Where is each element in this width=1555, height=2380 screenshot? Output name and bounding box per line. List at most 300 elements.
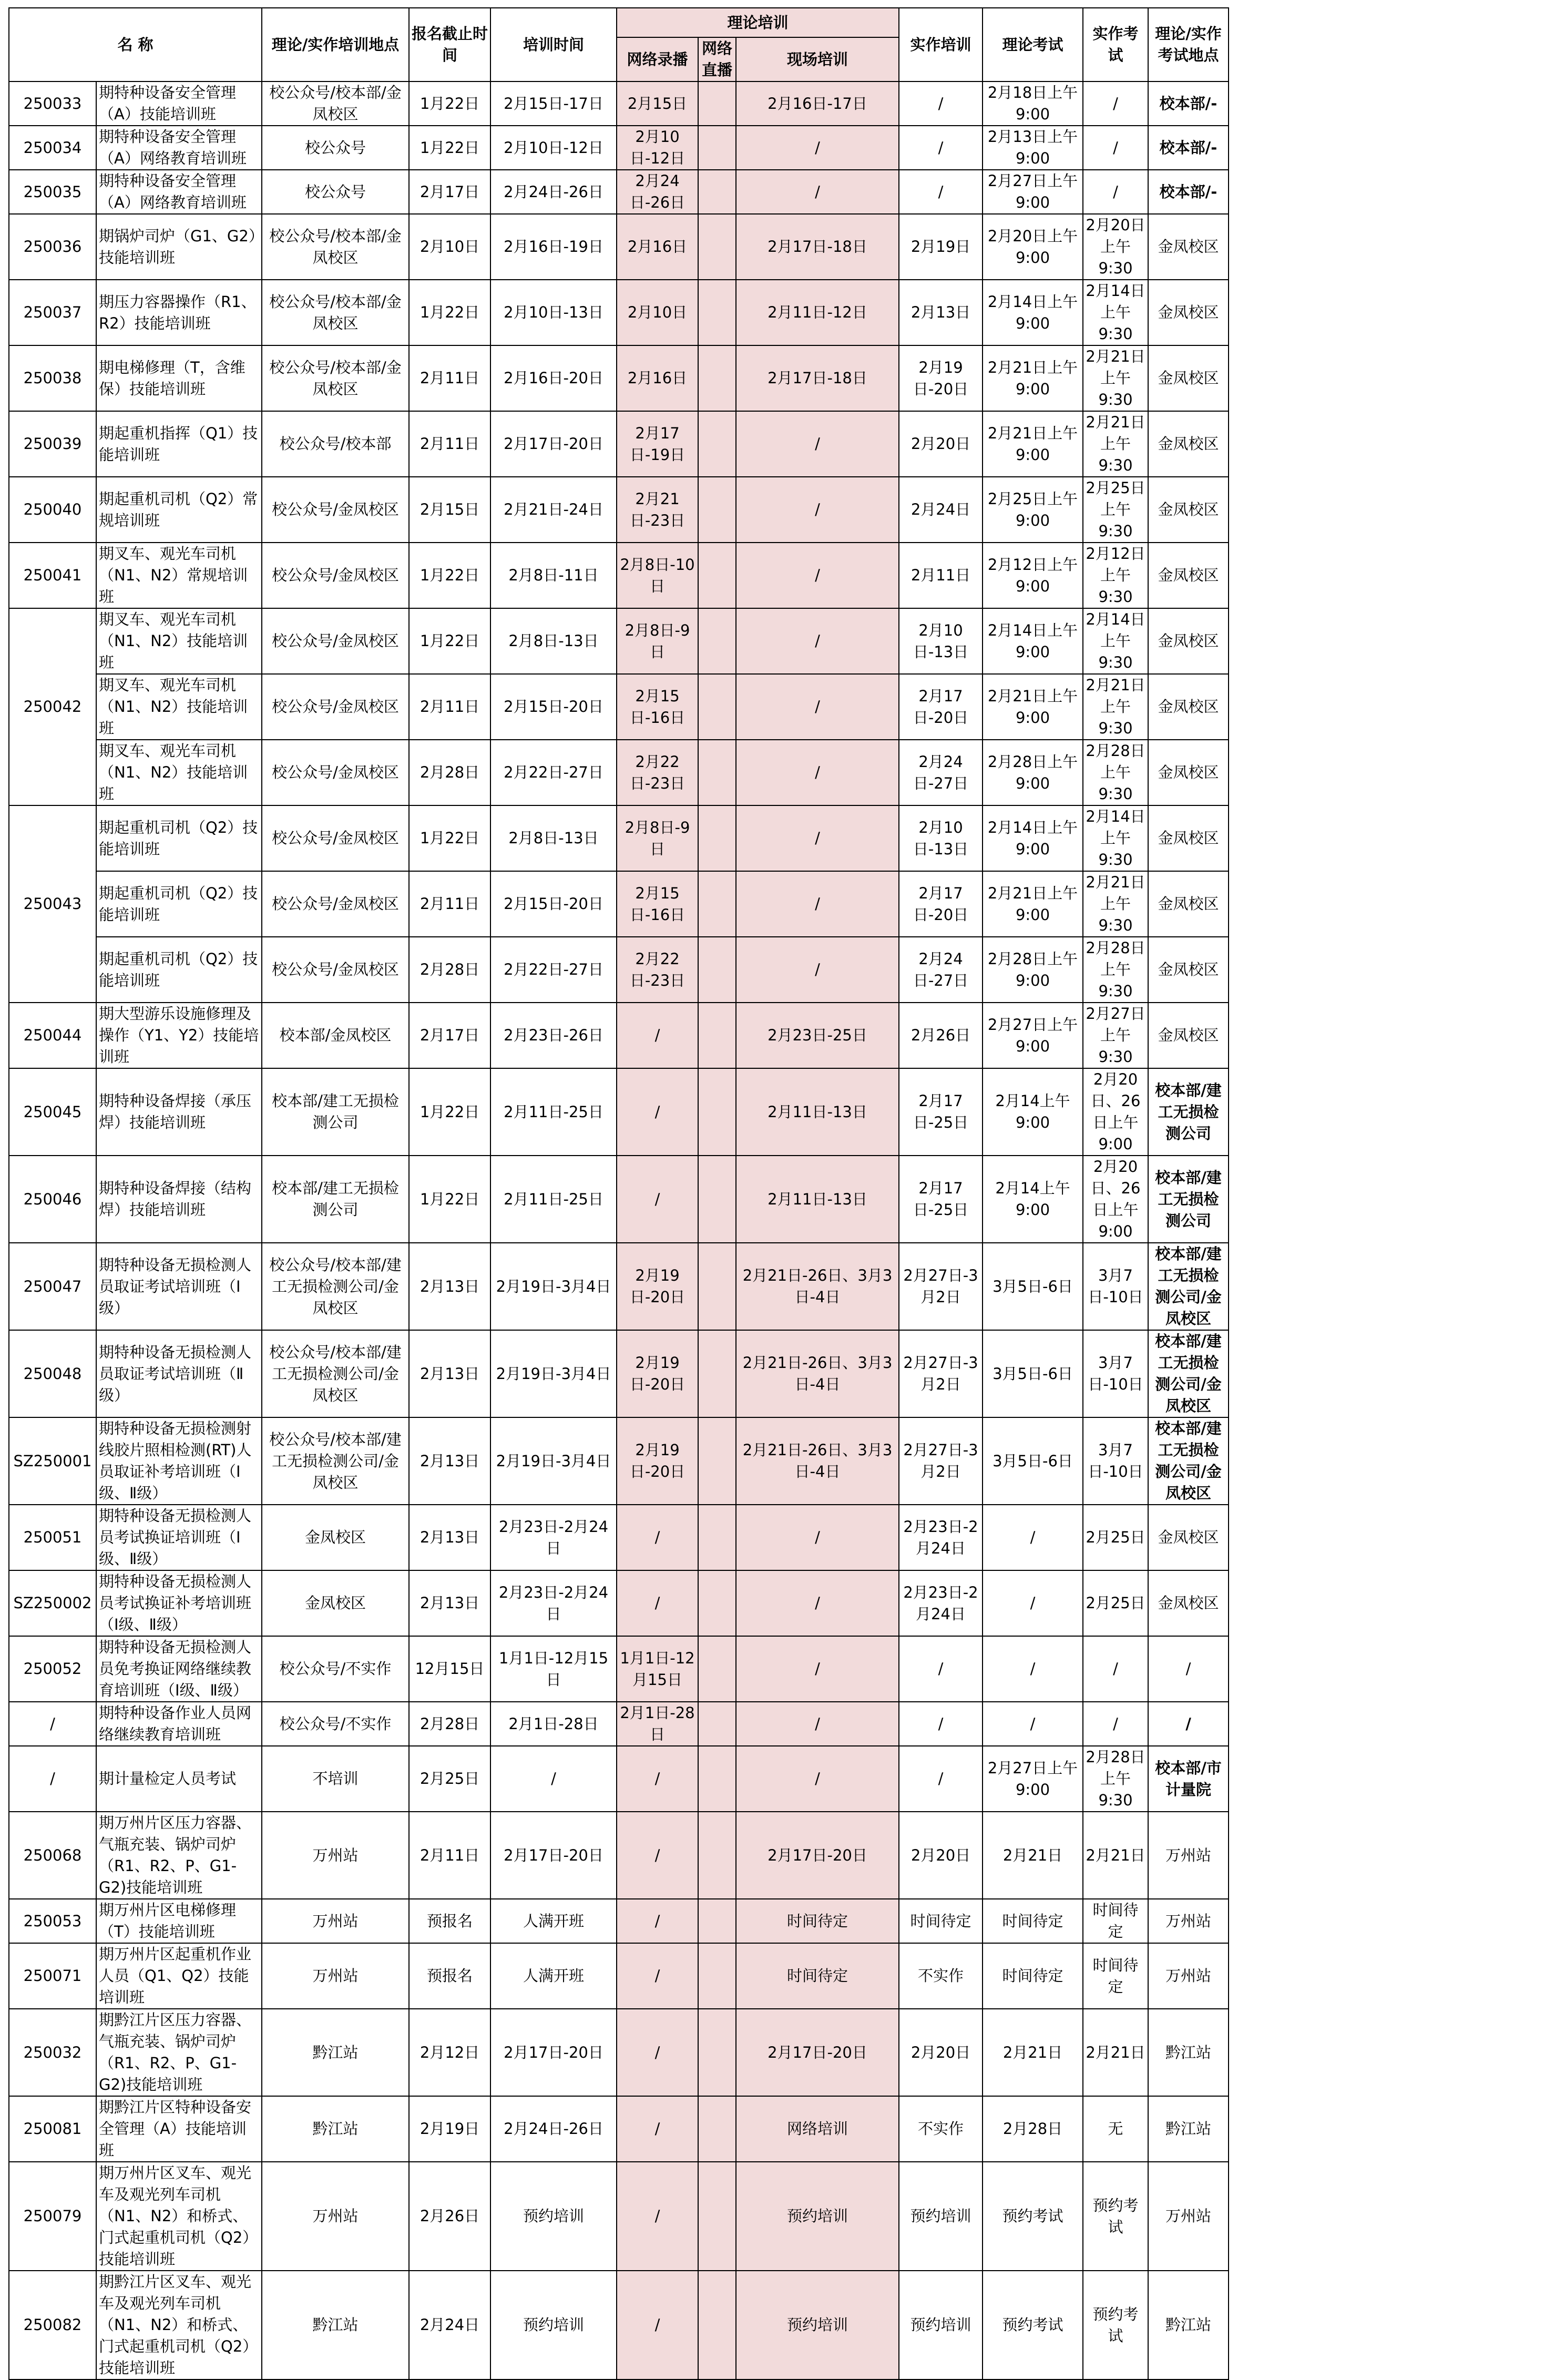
header-theory-exam: 理论考试 <box>983 8 1083 81</box>
cell-practice-exam: 时间待定 <box>1083 1943 1148 2009</box>
cell-onsite: / <box>736 1505 899 1570</box>
cell-online-record: / <box>617 1899 698 1943</box>
cell-online-record: 2月10日-12日 <box>617 126 698 170</box>
cell-location: 万州站 <box>262 1812 409 1899</box>
cell-practice-exam: / <box>1083 126 1148 170</box>
cell-practice-exam: 2月25日上午9:30 <box>1083 477 1148 543</box>
cell-deadline: 2月11日 <box>409 871 490 937</box>
cell-practice: / <box>899 170 983 214</box>
cell-exam-location: 金凤校区 <box>1148 674 1229 740</box>
cell-theory-exam: 2月21日 <box>983 1812 1083 1899</box>
cell-train-time: / <box>490 1746 617 1812</box>
cell-onsite: / <box>736 170 899 214</box>
cell-theory-exam: 2月21日上午9:00 <box>983 674 1083 740</box>
cell-location: 校本部/建工无损检测公司 <box>262 1156 409 1243</box>
cell-train-time: 2月17日-20日 <box>490 1812 617 1899</box>
cell-location: 校公众号/校本部/建工无损检测公司/金凤校区 <box>262 1330 409 1417</box>
cell-train-time: 2月16日-20日 <box>490 345 617 411</box>
cell-online-record: 2月15日-16日 <box>617 674 698 740</box>
cell-code: 250081 <box>9 2096 96 2162</box>
cell-theory-exam: 3月5日-6日 <box>983 1243 1083 1330</box>
cell-exam-location: 校本部/建工无损检测公司/金凤校区 <box>1148 1417 1229 1505</box>
cell-practice: 2月24日-27日 <box>899 937 983 1003</box>
cell-name: 期计量检定人员考试 <box>96 1746 262 1812</box>
cell-deadline: 2月25日 <box>409 1746 490 1812</box>
cell-theory-exam: 2月14上午9:00 <box>983 1068 1083 1156</box>
cell-exam-location: 金凤校区 <box>1148 1003 1229 1068</box>
cell-location: 校公众号/金凤校区 <box>262 740 409 805</box>
cell-onsite: / <box>736 608 899 674</box>
cell-name: 期起重机指挥（Q1）技能培训班 <box>96 411 262 477</box>
cell-practice: 预约培训 <box>899 2271 983 2379</box>
cell-online-live <box>698 1812 736 1899</box>
table-row <box>9 1702 1229 1746</box>
cell-code: 250047 <box>9 1243 96 1330</box>
table-row <box>9 1417 1229 1505</box>
cell-location: 校本部/金凤校区 <box>262 1003 409 1068</box>
cell-online-live <box>698 543 736 608</box>
header-location: 理论/实作培训地点 <box>262 8 409 81</box>
cell-online-record: 2月19日-20日 <box>617 1417 698 1505</box>
cell-location: 校公众号/金凤校区 <box>262 674 409 740</box>
cell-deadline: 1月22日 <box>409 81 490 126</box>
cell-theory-exam: 2月21日 <box>983 2009 1083 2096</box>
cell-deadline: 2月26日 <box>409 2162 490 2271</box>
cell-practice: 2月23日-2月24日 <box>899 1570 983 1636</box>
cell-practice: 2月10日-13日 <box>899 608 983 674</box>
cell-exam-location: 校本部/- <box>1148 81 1229 126</box>
cell-name: 期特种设备无损检测人员免考换证网络继续教育培训班（Ⅰ级、Ⅱ级） <box>96 1636 262 1702</box>
cell-train-time: 人满开班 <box>490 1943 617 2009</box>
cell-deadline: 2月28日 <box>409 937 490 1003</box>
cell-location: 万州站 <box>262 1943 409 2009</box>
cell-train-time: 预约培训 <box>490 2162 617 2271</box>
cell-deadline: 2月19日 <box>409 2096 490 2162</box>
cell-theory-exam: 2月21日上午9:00 <box>983 345 1083 411</box>
cell-onsite: 预约培训 <box>736 2271 899 2379</box>
table-row <box>9 543 1229 608</box>
cell-practice: 2月20日 <box>899 2009 983 2096</box>
cell-online-record: / <box>617 1570 698 1636</box>
cell-online-live <box>698 608 736 674</box>
cell-theory-exam: 2月21日上午9:00 <box>983 411 1083 477</box>
cell-code: 250032 <box>9 2009 96 2096</box>
cell-exam-location: 金凤校区 <box>1148 477 1229 543</box>
cell-train-time: 2月19日-3月4日 <box>490 1417 617 1505</box>
cell-practice: 2月24日-27日 <box>899 740 983 805</box>
cell-code: 250041 <box>9 543 96 608</box>
cell-practice: / <box>899 1702 983 1746</box>
cell-online-record: 2月17日-19日 <box>617 411 698 477</box>
cell-onsite: 2月23日-25日 <box>736 1003 899 1068</box>
cell-deadline: 1月22日 <box>409 126 490 170</box>
cell-exam-location: 金凤校区 <box>1148 740 1229 805</box>
cell-onsite: / <box>736 126 899 170</box>
cell-practice: 2月10日-13日 <box>899 805 983 871</box>
cell-practice: 时间待定 <box>899 1899 983 1943</box>
cell-train-time: 2月19日-3月4日 <box>490 1243 617 1330</box>
cell-onsite: / <box>736 543 899 608</box>
header-name: 名 称 <box>9 8 262 81</box>
cell-train-time: 2月11日-25日 <box>490 1068 617 1156</box>
cell-location: 黔江站 <box>262 2271 409 2379</box>
cell-train-time: 2月8日-13日 <box>490 805 617 871</box>
cell-code: 250071 <box>9 1943 96 2009</box>
cell-exam-location: 金凤校区 <box>1148 1505 1229 1570</box>
cell-exam-location: 金凤校区 <box>1148 805 1229 871</box>
cell-exam-location: / <box>1148 1636 1229 1702</box>
cell-location: 校公众号/金凤校区 <box>262 937 409 1003</box>
table-row <box>9 1943 1229 2009</box>
cell-practice: / <box>899 126 983 170</box>
cell-online-record: / <box>617 2096 698 2162</box>
cell-name: 期叉车、观光车司机（N1、N2）技能培训班 <box>96 608 262 674</box>
cell-online-live <box>698 1746 736 1812</box>
table-row <box>9 1003 1229 1068</box>
cell-train-time: 2月15日-20日 <box>490 674 617 740</box>
cell-location: 校公众号 <box>262 170 409 214</box>
cell-location: 万州站 <box>262 2162 409 2271</box>
cell-location: 校公众号/金凤校区 <box>262 871 409 937</box>
cell-train-time: 2月17日-20日 <box>490 411 617 477</box>
table-row <box>9 937 1229 1003</box>
table-row <box>9 477 1229 543</box>
cell-deadline: 2月11日 <box>409 1812 490 1899</box>
cell-theory-exam: 3月5日-6日 <box>983 1417 1083 1505</box>
cell-location: 校公众号/校本部/金凤校区 <box>262 345 409 411</box>
cell-code: 250079 <box>9 2162 96 2271</box>
cell-practice-exam: / <box>1083 170 1148 214</box>
cell-location: 金凤校区 <box>262 1505 409 1570</box>
cell-code: 250068 <box>9 1812 96 1899</box>
cell-theory-exam: 2月21日上午9:00 <box>983 871 1083 937</box>
cell-online-record: 1月1日-12月15日 <box>617 1636 698 1702</box>
cell-name: 期起重机司机（Q2）技能培训班 <box>96 937 262 1003</box>
cell-onsite: 预约培训 <box>736 2162 899 2271</box>
cell-practice-exam: 2月14日上午9:30 <box>1083 280 1148 345</box>
cell-exam-location: 金凤校区 <box>1148 608 1229 674</box>
cell-exam-location: 金凤校区 <box>1148 937 1229 1003</box>
cell-deadline: 2月28日 <box>409 740 490 805</box>
cell-onsite: / <box>736 1746 899 1812</box>
header-online-live: 网络直播 <box>698 37 736 81</box>
cell-onsite: / <box>736 937 899 1003</box>
cell-name: 期大型游乐设施修理及操作（Y1、Y2）技能培训班 <box>96 1003 262 1068</box>
cell-online-live <box>698 2009 736 2096</box>
cell-location: 校公众号/校本部/建工无损检测公司/金凤校区 <box>262 1417 409 1505</box>
cell-practice-exam: 时间待定 <box>1083 1899 1148 1943</box>
cell-code: 250034 <box>9 126 96 170</box>
cell-exam-location: 校本部/- <box>1148 170 1229 214</box>
cell-theory-exam: 3月5日-6日 <box>983 1330 1083 1417</box>
cell-location: 黔江站 <box>262 2096 409 2162</box>
cell-train-time: 2月10日-13日 <box>490 280 617 345</box>
cell-online-record: 2月21日-23日 <box>617 477 698 543</box>
cell-online-live <box>698 1570 736 1636</box>
cell-online-live <box>698 1417 736 1505</box>
cell-name: 期特种设备安全管理（A）网络教育培训班 <box>96 126 262 170</box>
table-row <box>9 126 1229 170</box>
cell-exam-location: 金凤校区 <box>1148 411 1229 477</box>
cell-theory-exam: 2月27日上午9:00 <box>983 1003 1083 1068</box>
cell-practice-exam: 无 <box>1083 2096 1148 2162</box>
cell-exam-location: 黔江站 <box>1148 2009 1229 2096</box>
table-row <box>9 1505 1229 1570</box>
cell-code: SZ250002 <box>9 1570 96 1636</box>
cell-name: 期黔江片区特种设备安全管理（A）技能培训班 <box>96 2096 262 2162</box>
cell-code: 250053 <box>9 1899 96 1943</box>
cell-train-time: 2月8日-11日 <box>490 543 617 608</box>
cell-deadline: 12月15日 <box>409 1636 490 1702</box>
table-row <box>9 1636 1229 1702</box>
cell-practice-exam: 预约考试 <box>1083 2162 1148 2271</box>
cell-location: 校公众号/校本部/金凤校区 <box>262 280 409 345</box>
cell-code: / <box>9 1702 96 1746</box>
cell-practice-exam: 2月14日上午9:30 <box>1083 805 1148 871</box>
cell-practice: 2月19日-20日 <box>899 345 983 411</box>
cell-online-record: 2月22日-23日 <box>617 937 698 1003</box>
cell-code: 250048 <box>9 1330 96 1417</box>
cell-name: 期叉车、观光车司机（N1、N2）技能培训班 <box>96 740 262 805</box>
cell-online-record: / <box>617 1746 698 1812</box>
cell-exam-location: / <box>1148 1702 1229 1746</box>
cell-practice: 2月20日 <box>899 1812 983 1899</box>
cell-online-live <box>698 1330 736 1417</box>
cell-practice-exam: 3月7日-10日 <box>1083 1417 1148 1505</box>
cell-online-record: 2月8日-9日 <box>617 805 698 871</box>
training-schedule-table <box>8 7 1229 2380</box>
cell-practice: 2月17日-20日 <box>899 871 983 937</box>
cell-onsite: 2月17日-18日 <box>736 345 899 411</box>
cell-location: 万州站 <box>262 1899 409 1943</box>
cell-location: 校公众号/校本部/金凤校区 <box>262 214 409 280</box>
cell-deadline: 预报名 <box>409 1943 490 2009</box>
cell-deadline: 1月22日 <box>409 280 490 345</box>
cell-location: 金凤校区 <box>262 1570 409 1636</box>
cell-location: 校公众号/校本部 <box>262 411 409 477</box>
cell-name: 期万州片区叉车、观光车及观光列车司机（N1、N2）和桥式、门式起重机司机（Q2）技能培训班 <box>96 2162 262 2271</box>
cell-name: 期电梯修理（T，含维保）技能培训班 <box>96 345 262 411</box>
cell-online-live <box>698 740 736 805</box>
cell-online-live <box>698 477 736 543</box>
cell-online-record: / <box>617 1812 698 1899</box>
cell-online-record: 2月16日 <box>617 345 698 411</box>
cell-online-live <box>698 81 736 126</box>
cell-online-live <box>698 2162 736 2271</box>
table-row <box>9 608 1229 674</box>
cell-name: 期万州片区电梯修理（T）技能培训班 <box>96 1899 262 1943</box>
table-row <box>9 280 1229 345</box>
cell-deadline: 2月13日 <box>409 1417 490 1505</box>
cell-practice-exam: 2月20日上午9:30 <box>1083 214 1148 280</box>
cell-online-live <box>698 2096 736 2162</box>
table-row <box>9 1899 1229 1943</box>
cell-onsite: 2月21日-26日、3月3日-4日 <box>736 1243 899 1330</box>
cell-name: 期特种设备作业人员网络继续教育培训班 <box>96 1702 262 1746</box>
cell-practice-exam: / <box>1083 1636 1148 1702</box>
cell-location: 校公众号/金凤校区 <box>262 608 409 674</box>
cell-exam-location: 校本部/建工无损检测公司 <box>1148 1156 1229 1243</box>
cell-theory-exam: 2月14上午9:00 <box>983 1156 1083 1243</box>
header-train-time: 培训时间 <box>490 8 617 81</box>
cell-theory-exam: 2月14日上午9:00 <box>983 805 1083 871</box>
cell-practice-exam: 3月7日-10日 <box>1083 1243 1148 1330</box>
cell-deadline: 1月22日 <box>409 805 490 871</box>
cell-practice: / <box>899 1746 983 1812</box>
cell-online-record: / <box>617 1156 698 1243</box>
cell-online-live <box>698 214 736 280</box>
table-row <box>9 1570 1229 1636</box>
cell-online-live <box>698 1505 736 1570</box>
cell-practice-exam: 2月12日上午9:30 <box>1083 543 1148 608</box>
cell-online-live <box>698 1003 736 1068</box>
cell-practice-exam: 2月21日上午9:30 <box>1083 345 1148 411</box>
cell-location: 校公众号/不实作 <box>262 1702 409 1746</box>
header-onsite: 现场培训 <box>736 37 899 81</box>
cell-location: 校公众号/不实作 <box>262 1636 409 1702</box>
cell-practice: 2月17日-25日 <box>899 1068 983 1156</box>
cell-name: 期起重机司机（Q2）技能培训班 <box>96 805 262 871</box>
cell-onsite: 2月16日-17日 <box>736 81 899 126</box>
cell-name: 期特种设备焊接（结构焊）技能培训班 <box>96 1156 262 1243</box>
cell-online-live <box>698 345 736 411</box>
cell-online-live <box>698 1636 736 1702</box>
cell-name: 期特种设备安全管理（A）技能培训班 <box>96 81 262 126</box>
cell-onsite: 2月17日-20日 <box>736 2009 899 2096</box>
table-row <box>9 411 1229 477</box>
cell-deadline: 2月11日 <box>409 674 490 740</box>
cell-practice: 2月17日-20日 <box>899 674 983 740</box>
cell-online-live <box>698 2271 736 2379</box>
cell-code: 250042 <box>9 608 96 805</box>
cell-online-record: / <box>617 1003 698 1068</box>
cell-name: 期起重机司机（Q2）技能培训班 <box>96 871 262 937</box>
cell-theory-exam: / <box>983 1636 1083 1702</box>
cell-code: / <box>9 1746 96 1812</box>
cell-name: 期特种设备无损检测人员考试换证补考培训班（Ⅰ级、Ⅱ级） <box>96 1570 262 1636</box>
cell-deadline: 预报名 <box>409 1899 490 1943</box>
cell-onsite: / <box>736 411 899 477</box>
cell-deadline: 2月10日 <box>409 214 490 280</box>
cell-deadline: 2月13日 <box>409 1243 490 1330</box>
cell-online-record: 2月19日-20日 <box>617 1243 698 1330</box>
cell-train-time: 2月16日-19日 <box>490 214 617 280</box>
cell-practice: / <box>899 81 983 126</box>
cell-online-record: / <box>617 1068 698 1156</box>
cell-train-time: 2月22日-27日 <box>490 937 617 1003</box>
cell-train-time: 2月15日-20日 <box>490 871 617 937</box>
cell-code: 250038 <box>9 345 96 411</box>
cell-location: 校公众号/金凤校区 <box>262 543 409 608</box>
cell-practice-exam: 2月28日上午9:30 <box>1083 740 1148 805</box>
cell-practice: 2月26日 <box>899 1003 983 1068</box>
cell-online-live <box>698 1156 736 1243</box>
cell-practice-exam: 2月28日上午9:30 <box>1083 937 1148 1003</box>
cell-train-time: 2月24日-26日 <box>490 170 617 214</box>
cell-practice-exam: 预约考试 <box>1083 2271 1148 2379</box>
cell-code: SZ250001 <box>9 1417 96 1505</box>
cell-name: 期黔江片区压力容器、气瓶充装、锅炉司炉（R1、R2、P、G1-G2)技能培训班 <box>96 2009 262 2096</box>
cell-onsite: / <box>736 1636 899 1702</box>
cell-theory-exam: 2月12日上午9:00 <box>983 543 1083 608</box>
cell-online-record: 2月15日 <box>617 81 698 126</box>
cell-onsite: / <box>736 740 899 805</box>
cell-theory-exam: 2月28日 <box>983 2096 1083 2162</box>
cell-code: 250052 <box>9 1636 96 1702</box>
cell-practice: 2月27日-3月2日 <box>899 1417 983 1505</box>
cell-code: 250082 <box>9 2271 96 2379</box>
table-row <box>9 805 1229 871</box>
cell-practice: 2月20日 <box>899 411 983 477</box>
cell-online-live <box>698 170 736 214</box>
cell-deadline: 1月22日 <box>409 1156 490 1243</box>
cell-exam-location: 金凤校区 <box>1148 214 1229 280</box>
cell-exam-location: 黔江站 <box>1148 2271 1229 2379</box>
cell-practice-exam: 2月27日上午9:30 <box>1083 1003 1148 1068</box>
cell-onsite: / <box>736 871 899 937</box>
cell-onsite: / <box>736 477 899 543</box>
cell-online-record: / <box>617 2009 698 2096</box>
cell-onsite: 2月11日-13日 <box>736 1068 899 1156</box>
cell-practice: 2月19日 <box>899 214 983 280</box>
cell-onsite: 时间待定 <box>736 1899 899 1943</box>
table-row <box>9 2096 1229 2162</box>
cell-theory-exam: 2月20日上午9:00 <box>983 214 1083 280</box>
table-row <box>9 170 1229 214</box>
cell-online-live <box>698 1068 736 1156</box>
cell-online-live <box>698 1702 736 1746</box>
cell-train-time: 2月22日-27日 <box>490 740 617 805</box>
cell-practice-exam: 2月25日 <box>1083 1505 1148 1570</box>
cell-train-time: 2月10日-12日 <box>490 126 617 170</box>
cell-name: 期起重机司机（Q2）常规培训班 <box>96 477 262 543</box>
cell-practice-exam: 2月28日上午9:30 <box>1083 1746 1148 1812</box>
cell-exam-location: 万州站 <box>1148 1812 1229 1899</box>
cell-code: 250035 <box>9 170 96 214</box>
cell-exam-location: 校本部/建工无损检测公司/金凤校区 <box>1148 1243 1229 1330</box>
cell-code: 250039 <box>9 411 96 477</box>
cell-location: 校本部/建工无损检测公司 <box>262 1068 409 1156</box>
cell-onsite: 2月17日-20日 <box>736 1812 899 1899</box>
cell-exam-location: 校本部/建工无损检测公司/金凤校区 <box>1148 1330 1229 1417</box>
cell-onsite: 2月17日-18日 <box>736 214 899 280</box>
table-row <box>9 1330 1229 1417</box>
cell-deadline: 2月17日 <box>409 1003 490 1068</box>
cell-practice-exam: 2月14日上午9:30 <box>1083 608 1148 674</box>
cell-train-time: 2月23日-2月24日 <box>490 1570 617 1636</box>
cell-train-time: 2月21日-24日 <box>490 477 617 543</box>
cell-theory-exam: / <box>983 1505 1083 1570</box>
cell-deadline: 2月11日 <box>409 345 490 411</box>
cell-exam-location: 金凤校区 <box>1148 543 1229 608</box>
header-online-record: 网络录播 <box>617 37 698 81</box>
cell-onsite: / <box>736 805 899 871</box>
cell-train-time: 2月19日-3月4日 <box>490 1330 617 1417</box>
cell-practice-exam: / <box>1083 81 1148 126</box>
cell-theory-exam: 2月27日上午9:00 <box>983 1746 1083 1812</box>
cell-name: 期万州片区起重机作业人员（Q1、Q2）技能培训班 <box>96 1943 262 2009</box>
cell-exam-location: 金凤校区 <box>1148 1570 1229 1636</box>
cell-online-live <box>698 126 736 170</box>
cell-name: 期锅炉司炉（G1、G2）技能培训班 <box>96 214 262 280</box>
cell-code: 250037 <box>9 280 96 345</box>
cell-online-record: / <box>617 2271 698 2379</box>
cell-online-record: / <box>617 1943 698 2009</box>
cell-onsite: 2月21日-26日、3月3日-4日 <box>736 1330 899 1417</box>
cell-exam-location: 校本部/市计量院 <box>1148 1746 1229 1812</box>
cell-name: 期叉车、观光车司机（N1、N2）技能培训班 <box>96 674 262 740</box>
cell-train-time: 2月24日-26日 <box>490 2096 617 2162</box>
